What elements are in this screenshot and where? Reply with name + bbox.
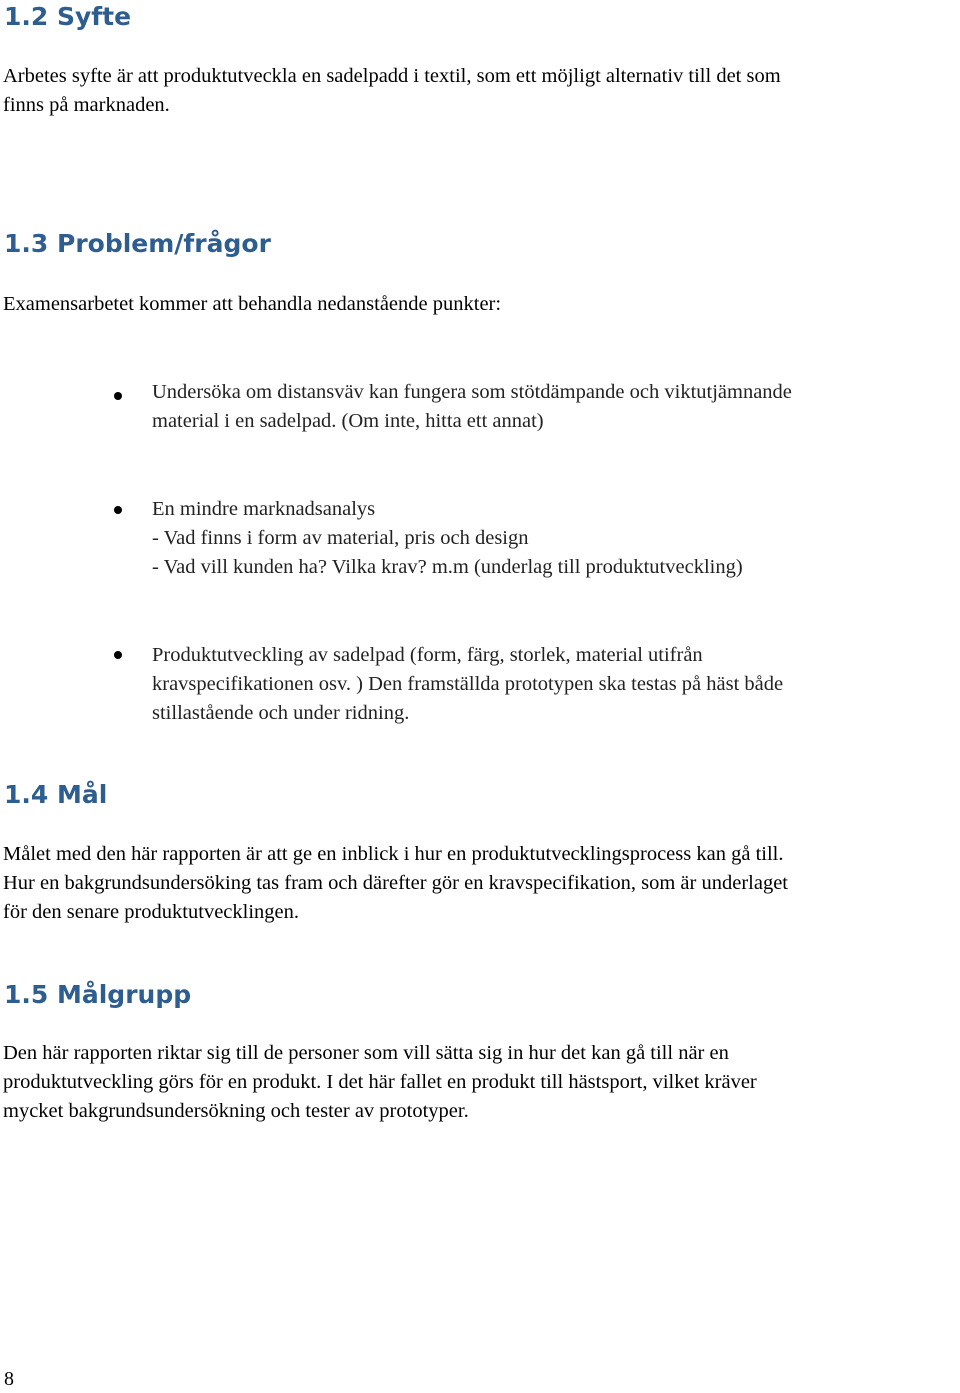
list-item-produktutveckling xyxy=(152,641,783,728)
text-line: material i en sadelpad. (Om inte, hitta ett annat) xyxy=(152,410,544,432)
paragraph-malgrupp xyxy=(3,1039,757,1126)
text-line: för den senare produktutvecklingen. xyxy=(3,901,300,923)
section-heading-malgrupp: 1.5 Målgrupp xyxy=(4,980,192,1009)
section-heading-problem: 1.3 Problem/frågor xyxy=(4,229,271,258)
text-line: Den här rapporten riktar sig till de personer som vill sätta sig in hur det kan gå till när en xyxy=(3,1042,729,1064)
text-line: Hur en bakgrundsundersöking tas fram och därefter gör en kravspecifikation, som är underlaget xyxy=(3,872,788,894)
text-line: kravspecifikationen osv. ) Den framställda prototypen ska testas på häst både xyxy=(152,673,784,695)
list-item-distansvav xyxy=(152,378,792,436)
text-line: En mindre marknadsanalys xyxy=(152,498,376,520)
text-line: stillastående och under ridning. xyxy=(152,702,410,724)
paragraph-mal xyxy=(3,840,788,927)
text-line: - Vad finns i form av material, pris och design xyxy=(152,527,529,549)
section-heading-syfte: 1.2 Syfte xyxy=(4,2,132,31)
text-line: - Vad vill kunden ha? Vilka krav? m.m (underlag till produktutveckling) xyxy=(152,556,743,578)
paragraph-syfte xyxy=(3,62,781,120)
bullet-icon xyxy=(114,651,122,659)
text-line: mycket bakgrundsundersökning och tester av prototyper. xyxy=(3,1100,469,1122)
list-item-marknadsanalys xyxy=(152,495,743,582)
page-number: 8 xyxy=(4,1368,14,1390)
text-line: Arbetes syfte är att produktutveckla en sadelpadd i textil, som ett möjligt alternativ till det som xyxy=(3,65,781,87)
text-line: Målet med den här rapporten är att ge en inblick i hur en produktutvecklingsprocess kan gå till. xyxy=(3,843,784,865)
bullet-icon xyxy=(114,506,122,514)
text-line: Undersöka om distansväv kan fungera som stötdämpande och viktutjämnande xyxy=(152,381,792,403)
paragraph-problem-intro: Examensarbetet kommer att behandla nedanstående punkter: xyxy=(3,293,502,315)
bullet-icon xyxy=(114,392,122,400)
text-line: Produktutveckling av sadelpad (form, färg, storlek, material utifrån xyxy=(152,644,703,666)
text-line: produktutveckling görs för en produkt. I det här fallet en produkt till hästsport, vilket kräver xyxy=(3,1071,757,1093)
text-line: finns på marknaden. xyxy=(3,94,170,116)
section-heading-mal: 1.4 Mål xyxy=(4,780,108,809)
